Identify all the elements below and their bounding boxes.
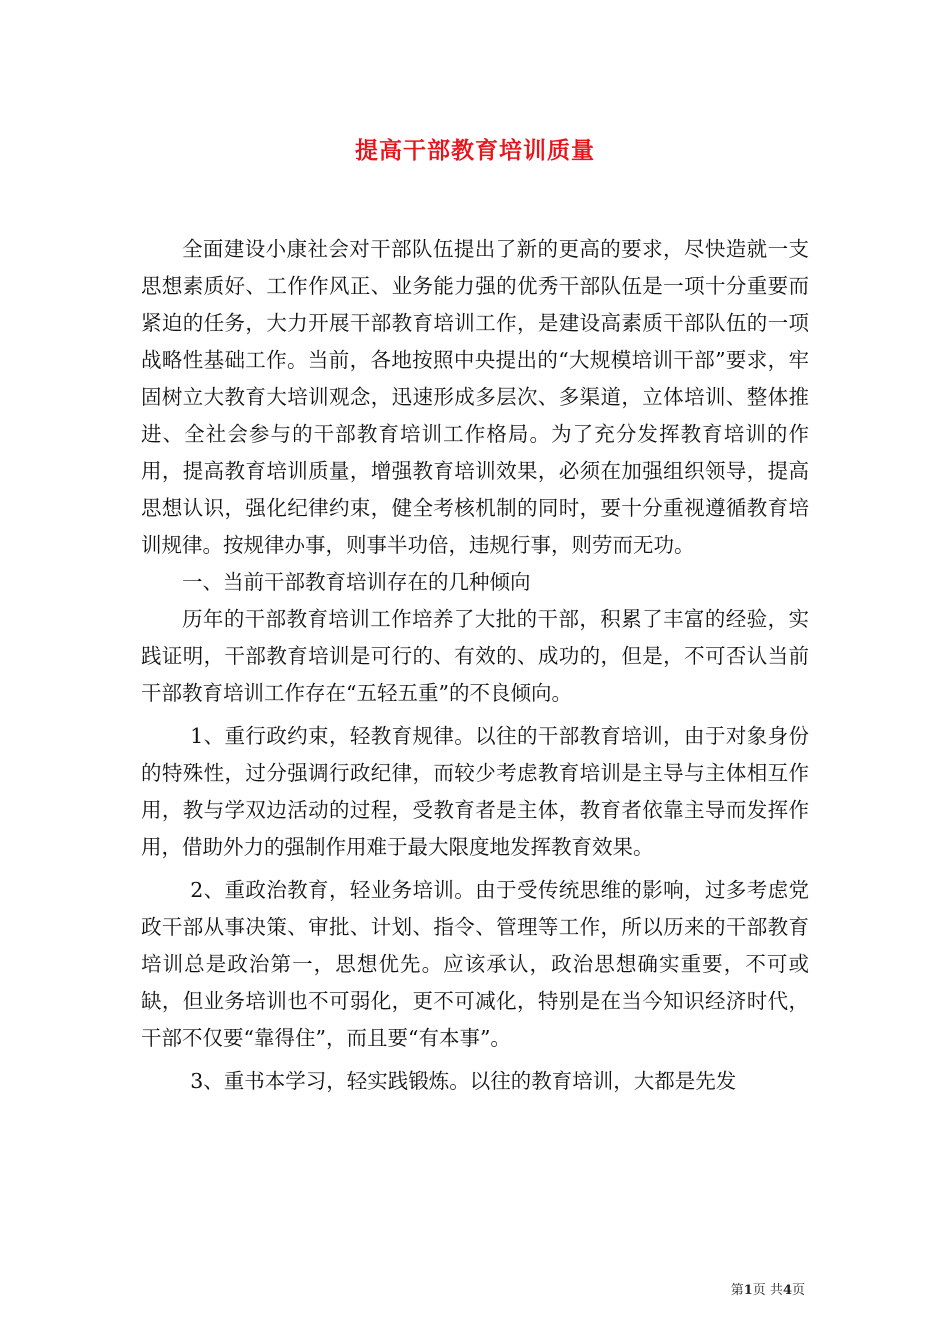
document-body xyxy=(141,231,809,1100)
page-prefix: 第 xyxy=(730,1283,744,1298)
paragraph-point-1: 1、重行政约束，轻教育规律。以往的干部教育培训，由于对象身份的特殊性，过分强调行政纪律，而较少考虑教育培训是主导与主体相互作用，教与学双边活动的过程，受教育者是主体，教育者依靠主导而发挥作用，借助外力的强制作用难于最大限度地发挥教育效果。 xyxy=(141,724,809,859)
paragraph-point-2: 2、重政治教育，轻业务培训。由于受传统思维的影响，过多考虑党政干部从事决策、审批、计划、指令、管理等工作，所以历来的干部教育培训总是政治第一，思想优先。应该承认，政治思想确实重要，不可或缺，但业务培训也不可弱化，更不可减化，特别是在当今知识经济时代，干部不仅要“靠得住”，而且要“有本事”。 xyxy=(141,878,809,1050)
page-middle: 页 共 xyxy=(752,1283,783,1298)
paragraph-overview: 历年的干部教育培训工作培养了大批的干部，积累了丰富的经验，实践证明，干部教育培训是可行的、有效的、成功的，但是，不可否认当前干部教育培训工作存在“五轻五重”的不良倾向。 xyxy=(141,607,809,705)
section-heading-1: 一、当前干部教育培训存在的几种倾向 xyxy=(182,570,531,594)
page-suffix: 页 xyxy=(791,1283,805,1298)
document-title: 提高干部教育培训质量 xyxy=(355,137,595,164)
current-page: 1 xyxy=(743,1283,753,1298)
page-number xyxy=(731,1279,805,1298)
total-pages: 4 xyxy=(782,1283,792,1298)
paragraph-point-3: 3、重书本学习，轻实践锻炼。以往的教育培训，大都是先发 xyxy=(190,1069,737,1093)
paragraph-intro: 全面建设小康社会对干部队伍提出了新的更高的要求，尽快造就一支思想素质好、工作作风正、业务能力强的优秀干部队伍是一项十分重要而紧迫的任务，大力开展干部教育培训工作，是建设高素质干部队伍的一项战略性基础工作。当前，各地按照中央提出的“大规模培训干部”要求，牢固树立大教育大培训观念，迅速形成多层次、多渠道，立体培训、整体推进、全社会参与的干部教育培训工作格局。为了充分发挥教育培训的作用，提高教育培训质量，增强教育培训效果，必须在加强组织领导，提高思想认识，强化纪律约束，健全考核机制的同时，要十分重视遵循教育培训规律。按规律办事，则事半功倍，违规行事，则劳而无功。 xyxy=(141,237,809,557)
